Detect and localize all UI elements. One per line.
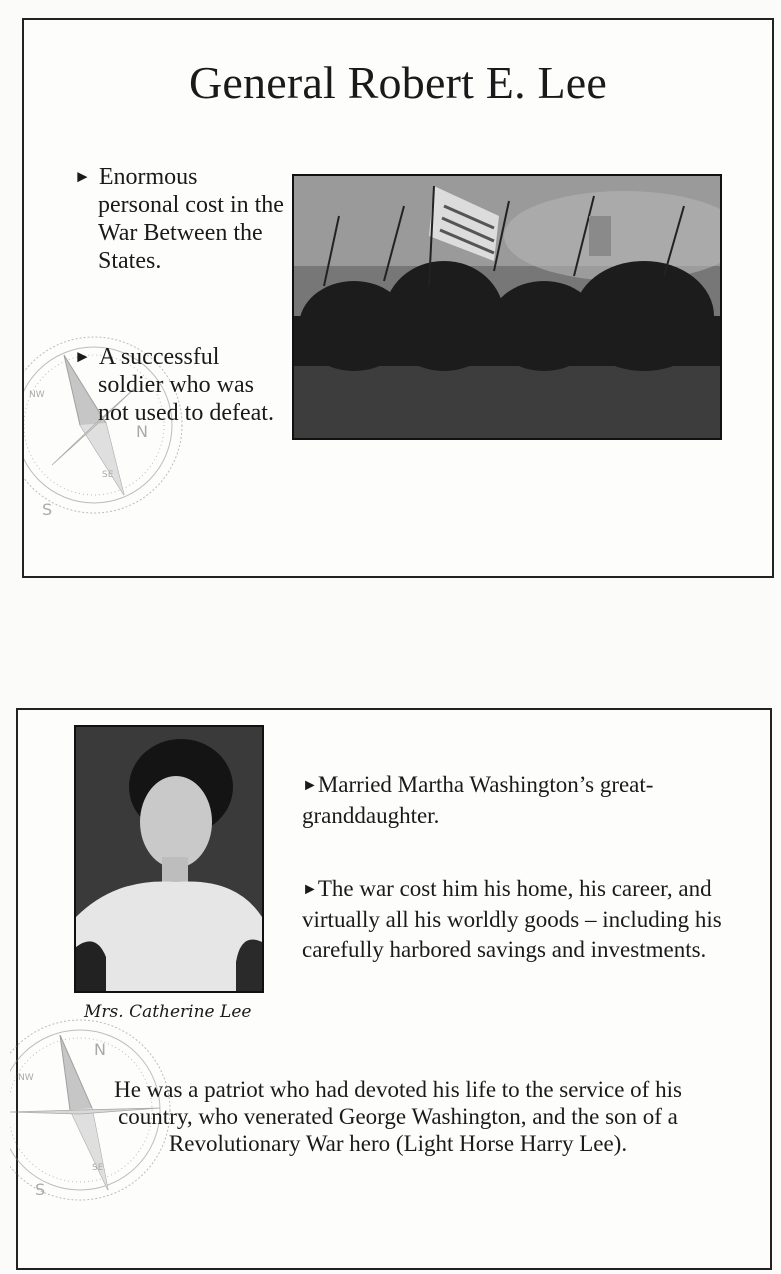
compass-s-label: S [42, 500, 53, 519]
compass-nw-label: NW [29, 390, 45, 400]
slide-title: General Robert E. Lee [189, 57, 607, 108]
bullet-arrow-icon: ► [302, 881, 318, 898]
bullet-text: Enormous personal cost in the War Between the States. [98, 164, 284, 274]
bullet-arrow-icon: ► [74, 347, 91, 366]
bullet-item [74, 163, 284, 275]
bullet-arrow-icon: ► [302, 777, 318, 794]
compass-se-label: SE [92, 1163, 104, 1173]
compass-n-label: N [94, 1040, 106, 1059]
slide-2 [16, 708, 772, 1270]
compass-se-label: SE [102, 470, 114, 480]
bullet-text: A successful soldier who was not used to defeat. [98, 344, 274, 426]
slide-1 [22, 18, 774, 578]
bullet-text: Married Martha Washington’s great-granddaughter. [302, 772, 654, 828]
portrait-caption: Mrs. Catherine Lee [84, 1002, 252, 1022]
closing-paragraph: He was a patriot who had devoted his life to the service of his country, who venerated George Washington, and the son of a Revolutionary War hero (Light Horse Harry Lee). [114, 1077, 682, 1156]
bullet-item [74, 343, 284, 427]
portrait-image [74, 725, 264, 993]
compass-nw-label: NW [18, 1073, 34, 1083]
bullet-item [302, 874, 722, 965]
bullet-text: The war cost him his home, his career, and virtually all his worldly goods – including his carefully harbored savings and investments. [302, 876, 722, 962]
compass-n-label: N [136, 422, 148, 441]
compass-s-label: S [35, 1180, 46, 1199]
bullet-item [302, 770, 722, 831]
battle-painting-image [292, 174, 722, 440]
bullet-arrow-icon: ► [74, 167, 91, 186]
